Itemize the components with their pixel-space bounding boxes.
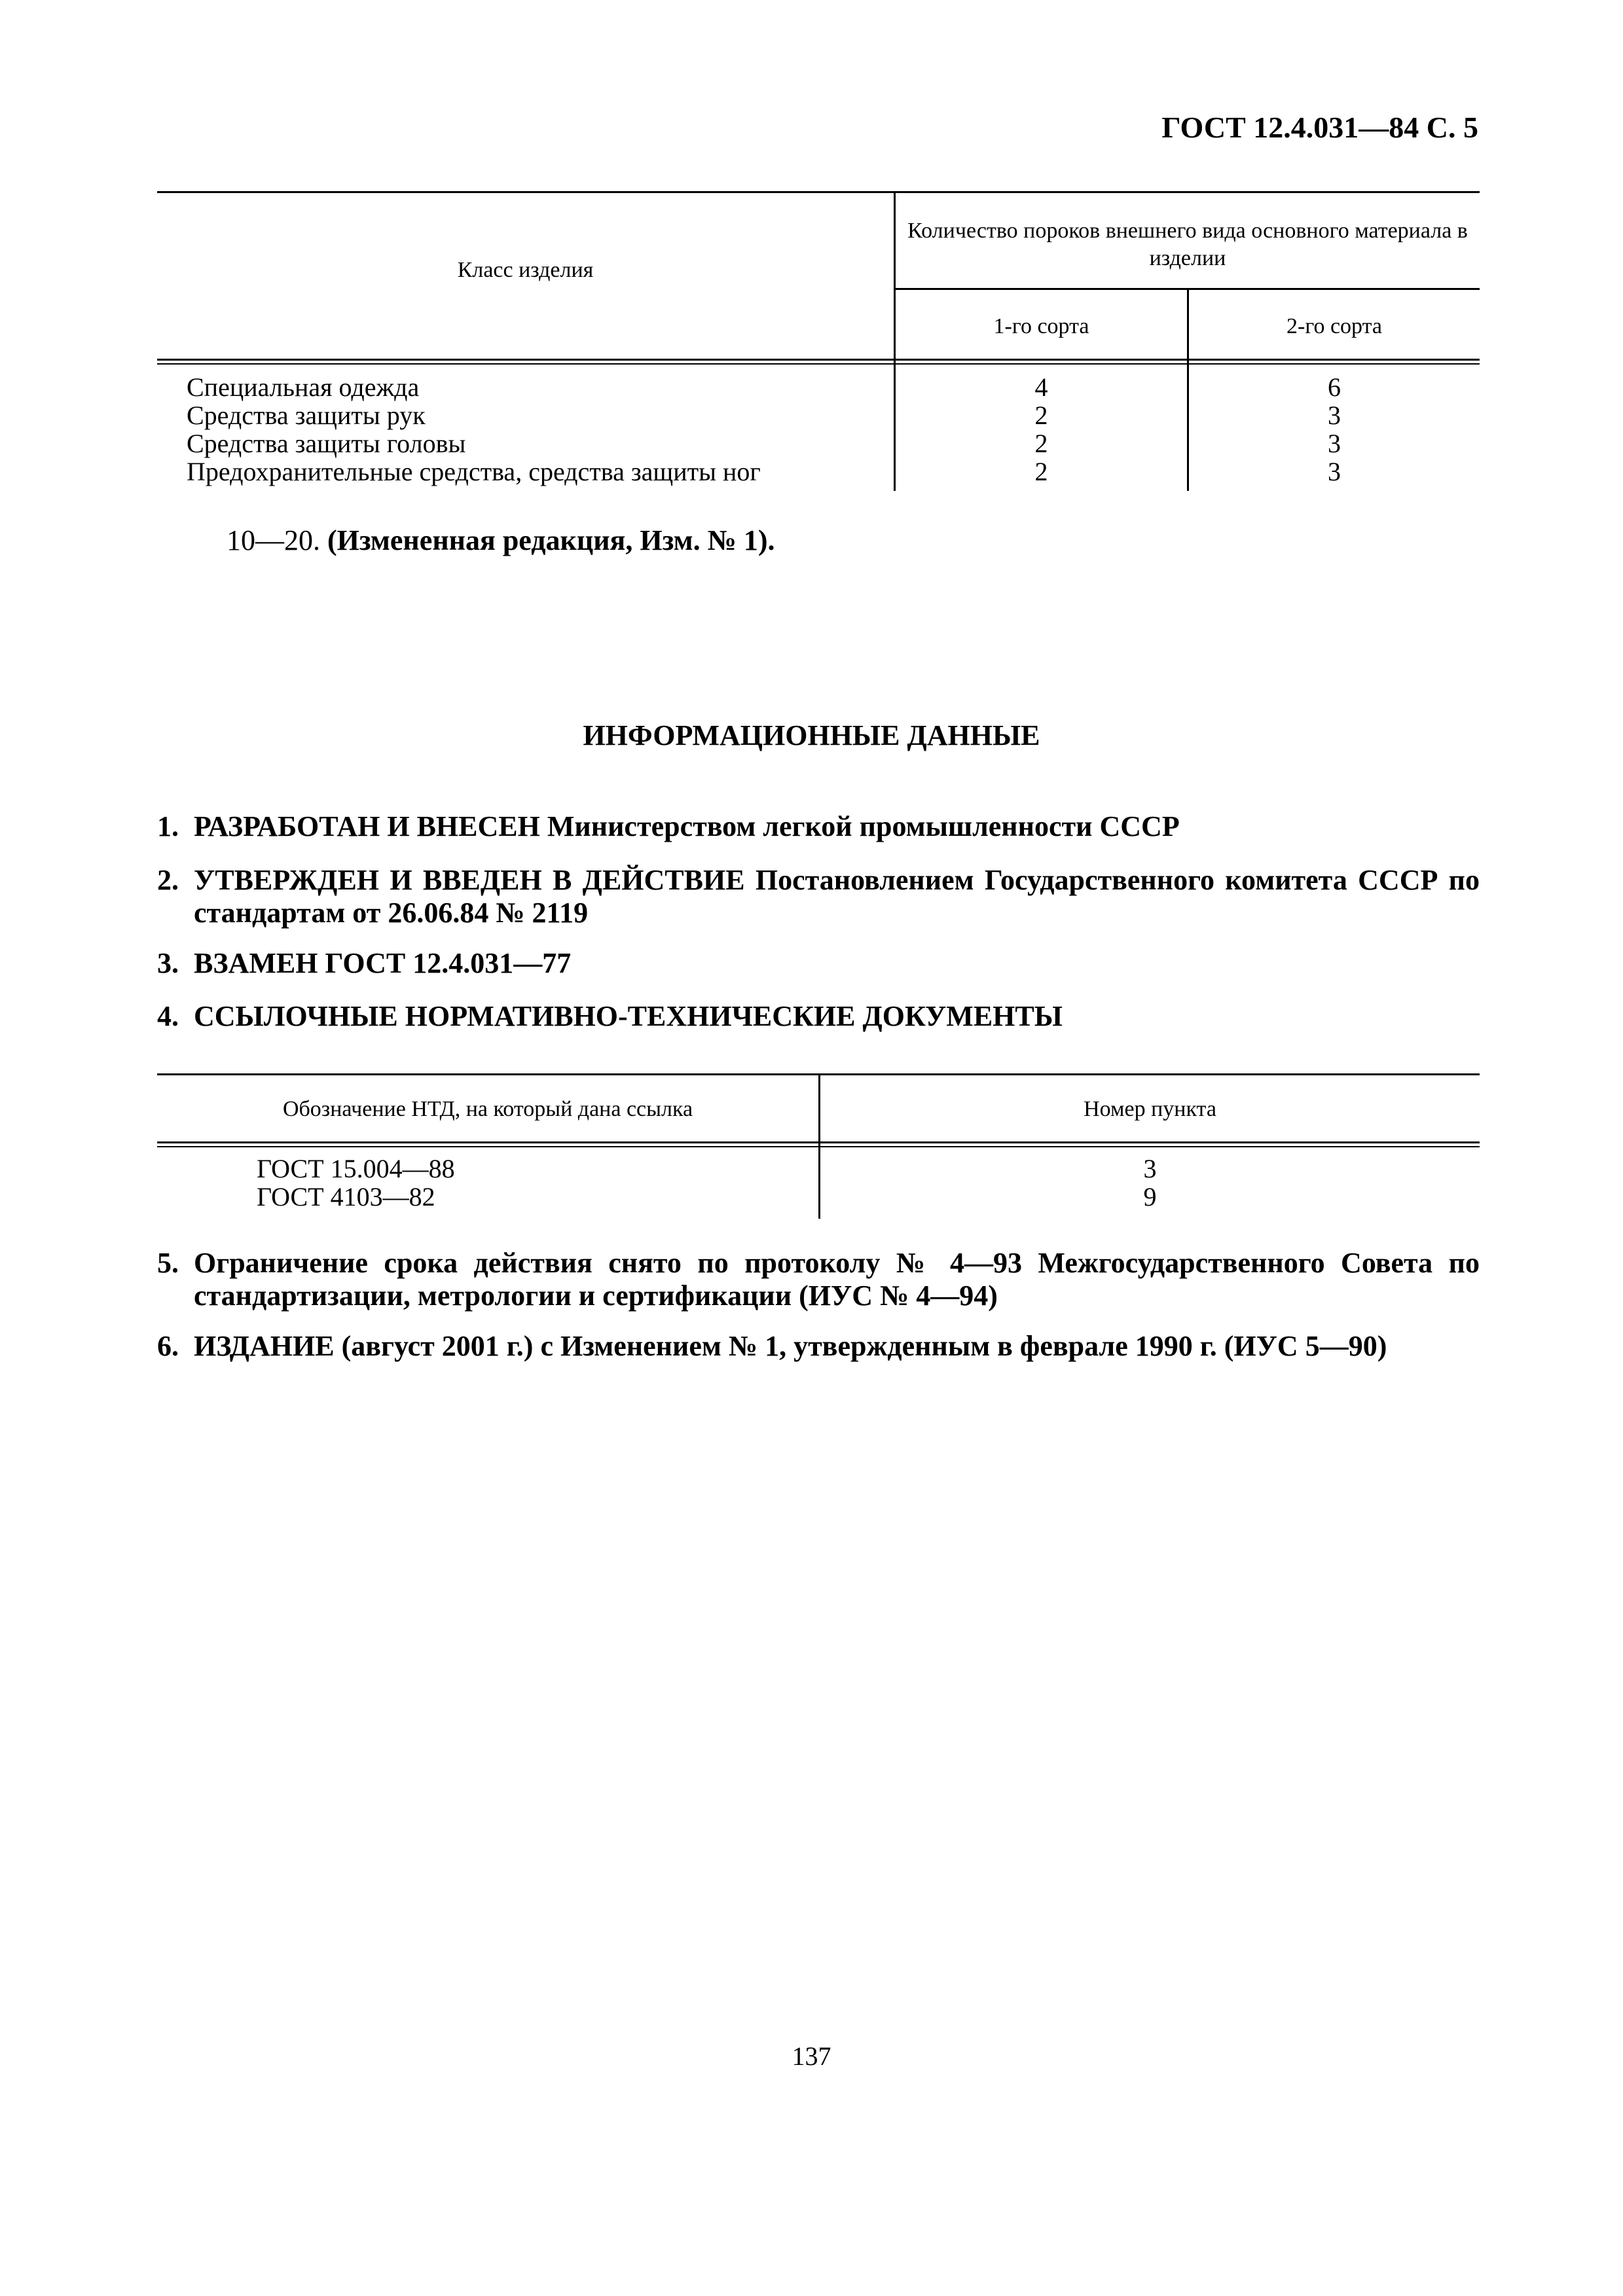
cell-grade1: 2 [1034, 429, 1048, 458]
table-rule [894, 288, 1480, 290]
cell-grade1: 2 [1034, 457, 1048, 486]
item-number: 3. [157, 947, 179, 979]
amendment-note [227, 524, 775, 557]
column-header-document: Обозначение НТД, на который дана ссылка [282, 1097, 693, 1121]
cell-document: ГОСТ 15.004—88 [257, 1154, 455, 1183]
item-text: УТВЕРЖДЕН И ВВЕДЕН В ДЕЙСТВИЕ Постановлением Государственного комитета СССР по стандартам от 26.06.84 № 2119 [194, 864, 1480, 929]
item-text: Ограничение срока действия снято по протоколу № 4—93 Межгосударственного Совета по стандартизации, метрологии и сертификации (ИУС № 4—94) [194, 1247, 1480, 1312]
item-number: 1. [157, 810, 179, 842]
cell-class: Специальная одежда [187, 372, 420, 402]
cell-grade1: 4 [1034, 372, 1048, 402]
page-number: 137 [792, 2041, 831, 2071]
cell-class: Предохранительные средства, средства защиты ног [187, 457, 761, 486]
table-rule [157, 1146, 1480, 1147]
item-text: ВЗАМЕН ГОСТ 12.4.031—77 [194, 947, 572, 979]
table-rule [157, 191, 1480, 193]
column-header-class: Класс изделия [457, 258, 594, 282]
cell-grade2: 3 [1328, 429, 1341, 458]
amendment-range: 10—20. [227, 524, 320, 556]
table-rule [157, 359, 1480, 361]
table-rule [157, 363, 1480, 365]
cell-document: ГОСТ 4103—82 [257, 1182, 435, 1211]
page-header: ГОСТ 12.4.031—84 С. 5 [1161, 111, 1478, 144]
item-number: 5. [157, 1247, 179, 1279]
amendment-text: (Измененная редакция, Изм. № 1). [327, 524, 775, 556]
table-row [157, 401, 1480, 429]
cell-class: Средства защиты рук [187, 401, 426, 430]
table-row [157, 457, 1480, 486]
item-text: ИЗДАНИЕ (август 2001 г.) с Изменением № 1, утвержденным в феврале 1990 г. (ИУС 5—90) [194, 1330, 1387, 1362]
cell-grade2: 3 [1328, 401, 1341, 430]
item-number: 6. [157, 1330, 179, 1362]
references-table [157, 1073, 1480, 1219]
cell-class: Средства защиты головы [187, 429, 466, 458]
cell-grade2: 6 [1328, 372, 1341, 402]
cell-item-number: 9 [1143, 1182, 1157, 1211]
table-row [157, 1183, 1480, 1211]
cell-grade2: 3 [1328, 457, 1341, 486]
column-header-item-number: Номер пункта [1084, 1097, 1216, 1121]
item-number: 4. [157, 1000, 179, 1032]
item-number: 2. [157, 864, 179, 896]
cell-grade1: 2 [1034, 401, 1048, 430]
column-header-grade1: 1-го сорта [993, 314, 1089, 338]
item-text: РАЗРАБОТАН И ВНЕСЕН Министерством легкой промышленности СССР [194, 810, 1180, 842]
column-header-quantity: Количество пороков внешнего вида основного материала в изделии [907, 219, 1468, 270]
table-row [157, 429, 1480, 457]
section-title: ИНФОРМАЦИОННЫЕ ДАННЫЕ [583, 719, 1040, 751]
table-row [157, 1155, 1480, 1183]
cell-item-number: 3 [1143, 1154, 1157, 1183]
column-header-grade2: 2-го сорта [1286, 314, 1382, 338]
table-rule [157, 1141, 1480, 1143]
item-text: ССЫЛОЧНЫЕ НОРМАТИВНО-ТЕХНИЧЕСКИЕ ДОКУМЕНТЫ [194, 1000, 1063, 1032]
table-row [157, 373, 1480, 401]
